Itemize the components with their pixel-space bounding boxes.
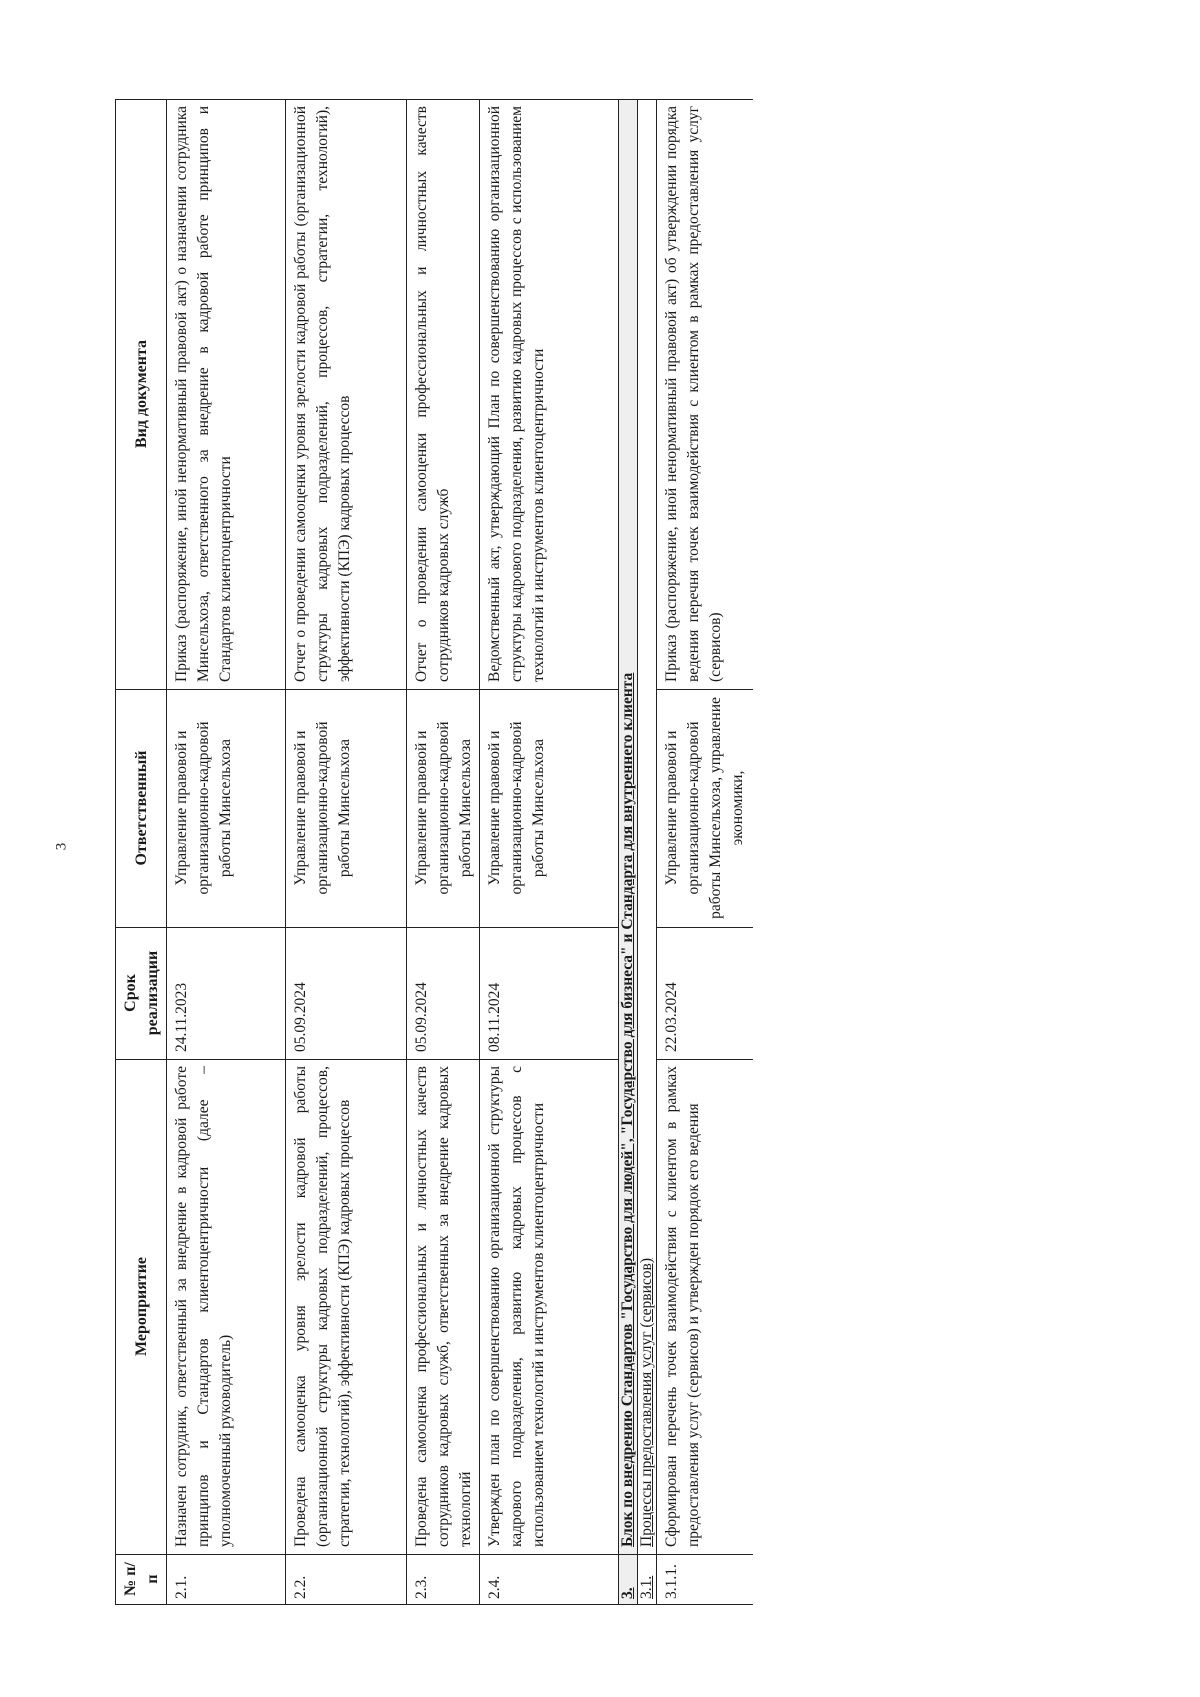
row-num: 2.3.	[407, 1555, 480, 1605]
row-num: 2.1.	[167, 1555, 286, 1605]
rotated-table-container	[115, 100, 810, 1605]
row-responsible: Управление правовой и организационно-кадровой работы Минсельхоза	[407, 690, 480, 928]
row-document: Приказ (распоряжение, иной ненормативный правовой акт) о назначении сотрудника Минсельхоза, ответственного за внедрение в кадровой работе принципов и Стандартов клиентоцентричности	[167, 100, 286, 690]
row-responsible: Управление правовой и организационно-кадровой работы Минсельхоза	[167, 690, 286, 928]
table-row	[480, 100, 619, 1605]
row-num: 3.1.1.	[657, 1555, 753, 1605]
table-row	[167, 100, 286, 1605]
row-deadline: 24.11.2023	[167, 928, 286, 1060]
section-block-row	[619, 100, 638, 1605]
table-row	[407, 100, 480, 1605]
row-event: Сформирован перечень точек взаимодействия с клиентом в рамках предоставления услуг (сервисов) и утвержден порядок его ведения	[657, 1060, 753, 1555]
row-document: Приказ (распоряжение, иной ненормативный правовой акт) об утверждении порядка ведения перечня точек взаимодействия с клиентом в рамках предоставления услуг (сервисов)	[657, 100, 753, 690]
row-document: Отчет о проведении самооценки уровня зрелости кадровой работы (организационной структуры кадровых подразделений, процессов, стратегии, технологий), эффективности (КПЭ) кадровых процессов	[286, 100, 407, 690]
table-row	[286, 100, 407, 1605]
row-event: Назначен сотрудник, ответственный за внедрение в кадровой работе принципов и Стандартов клиентоцентричности (далее – уполномоченный руководитель)	[167, 1060, 286, 1555]
row-num: 2.2.	[286, 1555, 407, 1605]
table-header-row	[116, 100, 167, 1605]
row-deadline: 05.09.2024	[286, 928, 407, 1060]
row-event: Утвержден план по совершенствованию организационной структуры кадрового подразделения, развитию кадровых процессов с использованием технологий и инструментов клиентоцентричности	[480, 1060, 619, 1555]
header-num: № п/п	[116, 1555, 167, 1605]
row-responsible: Управление правовой и организационно-кадровой работы Минсельхоза	[286, 690, 407, 928]
subsection-title: Процессы предоставления услуг (сервисов)	[638, 100, 657, 1555]
header-deadline: Срок реализации	[116, 928, 167, 1060]
row-deadline: 22.03.2024	[657, 928, 753, 1060]
row-event: Проведена самооценка профессиональных и личностных качеств сотрудников кадровых служб, ответственных за внедрение кадровых технологий	[407, 1060, 480, 1555]
row-deadline: 05.09.2024	[407, 928, 480, 1060]
page-number: 3	[53, 842, 70, 851]
row-deadline: 08.11.2024	[480, 928, 619, 1060]
header-event: Мероприятие	[116, 1060, 167, 1555]
subsection-row	[638, 100, 657, 1605]
block-num: 3.	[619, 1555, 638, 1605]
header-document: Вид документа	[116, 100, 167, 690]
row-document: Ведомственный акт, утверждающий План по совершенствованию организационной структуры кадрового подразделения, развитию кадровых процессов с использованием технологий и инструментов клиентоцентричности	[480, 100, 619, 690]
row-document: Отчет о проведении самооценки профессиональных и личностных качеств сотрудников кадровых служб	[407, 100, 480, 690]
row-responsible: Управление правовой и организационно-кадровой работы Минсельхоза, управление экономики,	[657, 690, 753, 928]
block-title: Блок по внедрению Стандартов "Государство для людей", "Государство для бизнеса" и Стандарта для внутреннего клиента	[619, 100, 638, 1555]
row-event: Проведена самооценка уровня зрелости кадровой работы (организационной структуры кадровых подразделений, процессов, стратегии, технологий), эффективности (КПЭ) кадровых процессов	[286, 1060, 407, 1555]
table-row	[657, 100, 753, 1605]
row-num: 2.4.	[480, 1555, 619, 1605]
subsection-num: 3.1.	[638, 1555, 657, 1605]
plan-table	[115, 99, 753, 1605]
header-responsible: Ответственный	[116, 690, 167, 928]
row-responsible: Управление правовой и организационно-кадровой работы Минсельхоза	[480, 690, 619, 928]
